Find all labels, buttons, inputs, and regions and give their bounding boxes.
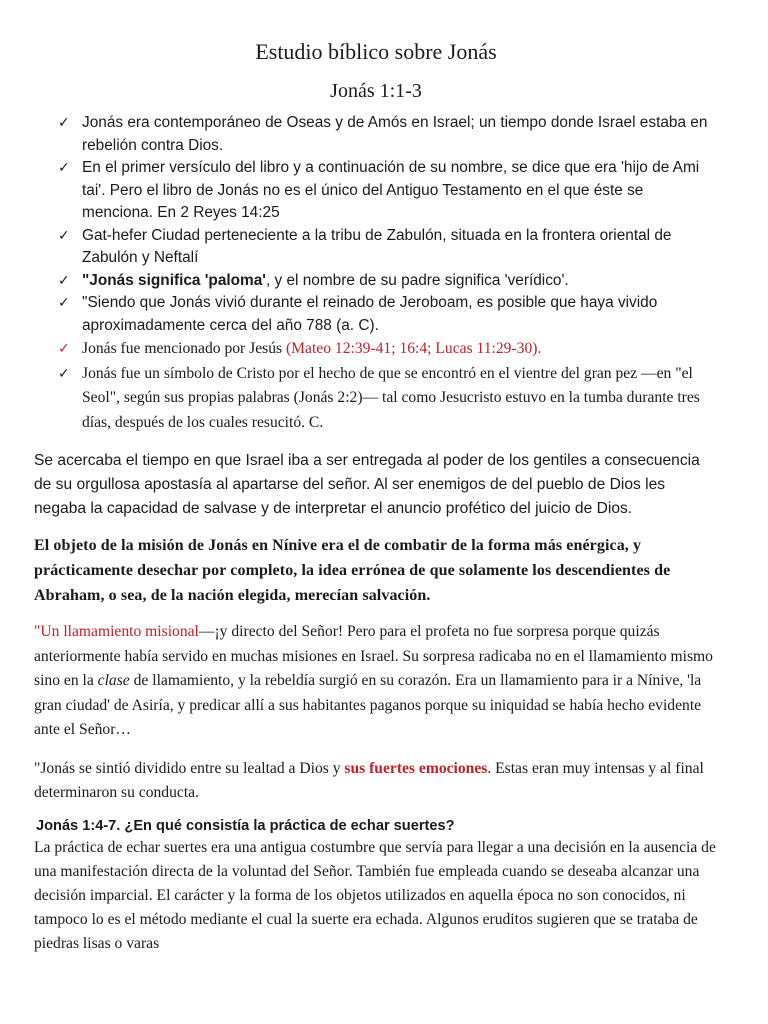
page-title: Estudio bíblico sobre Jonás <box>255 39 497 64</box>
section-heading: Jonás 1:4-7. ¿En qué consistía la práctica de echar suertes? <box>36 817 455 834</box>
list-item <box>56 270 718 293</box>
checkmark-icon: ✓ <box>58 365 70 382</box>
paragraph-text: de llamamiento, y la rebeldía surgió en su corazón. Era un llamamiento para ir a Nínive, 'la gran ciudad' de Asiría, y predicar allí a sus habitantes paganos porque su iniquidad se había hecho evidente ante el Señor… <box>34 672 702 738</box>
highlight-text: sus fuertes emociones <box>344 759 488 777</box>
paragraph-lots: La práctica de echar suertes era una antigua costumbre que servía para llegar a una decisión en la ausencia de una manifestación directa de la voluntad del Señor. También fue empleada cuando se deseaba alcanzar una decisión imparcial. El carácter y la forma de los objetos utilizados en aquella época no son conocidos, ni tampoco lo es el método mediante el cual la suerte era echada. Algunos eruditos sugieren que se trataba de piedras lisas o varas <box>34 838 716 952</box>
paragraph-text: "Jonás se sintió dividido entre su lealtad a Dios y <box>34 759 345 777</box>
checkmark-icon: ✓ <box>58 272 70 289</box>
checkmark-icon: ✓ <box>58 160 70 176</box>
emphasis-text: clase <box>97 672 130 689</box>
checkmark-icon: ✓ <box>58 295 70 311</box>
list-item-text: En el primer versículo del libro y a continuación de su nombre, se dice que era 'hijo de Ami tai'. Pero el libro de Jonás no es el único del Antiguo Testamento en el que éste se menciona. En 2 Reyes 14:25 <box>82 159 700 221</box>
checkmark-icon: ✓ <box>58 115 70 131</box>
list-item-bold-text: "Jonás significa 'paloma' <box>82 271 266 289</box>
paragraph-text: . Estas eran muy intensas y al final determinaron su conducta. <box>34 759 704 801</box>
paragraph-text: —¡y directo del Señor! Pero para el profeta no fue sorpresa porque quizás anteriormente había servido en muchas misiones en Israel. Su sorpresa radicaba no en el llamamiento mismo sino en la <box>34 623 713 689</box>
list-item-text: , y el nombre de su padre significa 'verídico'. <box>265 271 569 289</box>
page-subtitle: Jonás 1:1-3 <box>330 80 422 102</box>
paragraph-context: Se acercaba el tiempo en que Israel iba a ser entregada al poder de los gentiles a consecuencia de su orgullosa apostasía al apartarse del señor. Al ser enemigos de del pueblo de Dios les negaba la capacidad de salvase y de interpretar el anuncio profético del juicio de Dios. <box>34 452 700 517</box>
list-item <box>56 292 718 337</box>
list-item-text: Jonás fue mencionado por Jesús <box>82 340 286 357</box>
checkmark-icon: ✓ <box>58 341 70 357</box>
checkmark-icon: ✓ <box>58 227 70 244</box>
list-item <box>56 225 718 270</box>
checklist <box>34 112 718 435</box>
list-item <box>56 337 718 362</box>
list-item-text: "Siendo que Jonás vivió durante el reinado de Jeroboam, es posible que haya vivido aproximadamente cerca del año 788 (a. C). <box>82 294 658 334</box>
list-item-text: Jonás fue un símbolo de Cristo por el hecho de que se encontró en el vientre del gran pez —en "el Seol", según sus propias palabras (Jonás 2:2)— tal como Jesucristo estuvo en la tumba durante tres días, después de los cuales resucitó. C. <box>82 364 700 431</box>
scripture-reference: (Mateo 12:39-41; 16:4; Lucas 11:29-30). <box>285 340 542 357</box>
list-item <box>56 157 718 225</box>
paragraph-calling <box>34 620 718 743</box>
list-item-text: Gat-hefer Ciudad perteneciente a la tribu de Zabulón, situada en la frontera oriental de Zabulón y Neftalí <box>82 226 672 266</box>
list-item <box>56 112 718 157</box>
paragraph-emotions <box>34 757 718 806</box>
list-item-text: Jonás era contemporáneo de Oseas y de Amós en Israel; un tiempo donde Israel estaba en rebelión contra Dios. <box>82 114 708 154</box>
highlight-text: "Un llamamiento misional <box>34 623 199 640</box>
paragraph-mission: El objeto de la misión de Jonás en Nínive era el de combatir de la forma más enérgica, y prácticamente desechar por completo, la idea errónea de que solamente los descendientes de Abraham, o sea, de la nación elegida, merecían salvación. <box>34 537 671 604</box>
list-item <box>56 362 718 436</box>
